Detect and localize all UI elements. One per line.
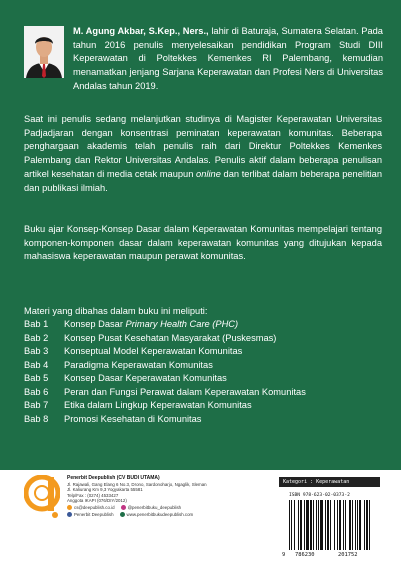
email-icon	[67, 505, 72, 510]
barcode-bar	[300, 500, 302, 550]
barcode-bar	[366, 500, 368, 550]
publisher-address: Jl. Rajawali, Gang Elang 6 No.3, Drono, Sardonoharjo, Ngaglik, Sleman	[67, 481, 207, 487]
chapter-title	[64, 386, 384, 400]
paragraph-text: dan terlibat dalam beberapa penelitian dan publikasi ilmiah.	[24, 168, 383, 193]
chapter-title-text: Konsep Dasar	[64, 319, 126, 329]
barcode-bar	[364, 500, 365, 550]
chapter-item	[24, 372, 384, 386]
publisher-contact-row	[67, 512, 257, 518]
barcode-bar	[337, 500, 338, 550]
chapter-number: Bab 2	[24, 332, 49, 343]
barcode-bar	[291, 500, 292, 550]
paragraph-italic: online	[196, 168, 221, 179]
chapter-title	[64, 372, 384, 386]
chapter-title-text: Etika dalam Lingkup Keperawatan Komunitas	[64, 400, 252, 410]
paragraph-text: Saat ini penulis sedang melanjutkan studinya di Magister Keperawatan Universitas Padjadjaran dengan konsentrasi peminatan keperawatan komunitas. Beberapa penghargaan akademis telah penulis raih dari Direktur Poltekkes Kemenkes Palembang dan Rektor Universitas Andalas. Penulis aktif dalam beberapa penulisan artikel kesehatan di media cetak maupun	[24, 114, 382, 179]
author-name: M. Agung Akbar, S.Kep., Ners.,	[73, 26, 209, 36]
barcode-digit-first: 9	[282, 552, 286, 558]
chapter-title	[64, 318, 384, 332]
publisher-phone: Telp/Fax : (0274) 4533427	[67, 492, 119, 498]
barcode	[289, 500, 371, 552]
barcode-bar	[298, 500, 299, 550]
chapter-title-text: Peran dan Fungsi Perawat dalam Keperawatan Komunitas	[64, 386, 306, 397]
chapter-title	[64, 332, 384, 346]
chapter-title-text: Promosi Kesehatan di Komunitas	[64, 413, 202, 424]
materi-intro: Materi yang dibahas dalam buku ini meliputi:	[24, 306, 208, 316]
barcode-digits-group2: 201752	[338, 552, 358, 558]
chapter-item	[24, 413, 384, 427]
barcode-bar	[359, 500, 361, 550]
barcode-bar	[355, 500, 356, 550]
chapter-title-text: Paradigma Keperawatan Komunitas	[64, 359, 213, 370]
chapter-number: Bab 4	[24, 359, 49, 370]
chapter-number: Bab 3	[24, 346, 49, 356]
barcode-bar	[304, 500, 305, 550]
barcode-bar	[313, 500, 314, 550]
chapter-title	[64, 359, 384, 373]
barcode-bar	[352, 500, 353, 550]
chapter-item	[24, 399, 384, 413]
barcode-bar	[369, 500, 370, 550]
author-activity-paragraph	[24, 113, 382, 195]
barcode-bar	[310, 500, 312, 550]
barcode-bar	[294, 500, 295, 550]
chapter-title-text: Konsep Pusat Kesehatan Masyarakat (Puskesmas)	[64, 332, 277, 343]
barcode-bar	[357, 500, 358, 550]
chapter-item	[24, 386, 384, 400]
publisher-instagram[interactable]: @penerbitbuku_deepublish	[127, 504, 182, 510]
chapter-title-text: Konsep Dasar Keperawatan Komunitas	[64, 373, 227, 383]
chapter-title	[64, 413, 384, 427]
barcode-digits-group1: 786230	[295, 552, 315, 558]
chapter-number: Bab 1	[24, 319, 49, 329]
chapter-title-italic: Primary Health Care (PHC)	[125, 319, 239, 329]
barcode-bar	[320, 500, 323, 550]
publisher-name: Penerbit Deepublish (CV BUDI UTAMA)	[67, 475, 160, 481]
book-description-paragraph: Buku ajar Konsep-Konsep Dasar dalam Keperawatan Komunitas mempelajari tentang komponen-komponen dasar dalam keperawatan komunitas yang ditujukan kepada mahasiswa keperawatan maupun perawat komunitas.	[24, 224, 382, 262]
publisher-contact-row	[67, 505, 257, 511]
instagram-icon	[121, 505, 126, 510]
chapter-number: Bab 6	[24, 386, 49, 397]
chapter-item	[24, 332, 384, 346]
globe-icon	[120, 512, 125, 517]
barcode-bar	[318, 500, 319, 550]
barcode-bar	[330, 500, 331, 550]
publisher-info	[67, 476, 257, 517]
barcode-bar	[343, 500, 344, 550]
category-label: Kategori : Keperawatan	[279, 477, 380, 487]
barcode-bar	[289, 500, 290, 550]
chapter-title	[64, 345, 384, 359]
barcode-bar	[306, 500, 309, 550]
chapter-title	[64, 399, 384, 413]
barcode-bar	[334, 500, 335, 550]
isbn-text: ISBN 978-623-02-0373-2	[289, 493, 350, 498]
publisher-logo-icon	[24, 475, 60, 519]
author-bio	[73, 25, 383, 94]
chapter-item	[24, 359, 384, 373]
facebook-icon	[67, 512, 72, 517]
chapter-number: Bab 5	[24, 373, 49, 383]
barcode-bar	[349, 500, 351, 550]
chapter-item	[24, 318, 384, 332]
barcode-bar	[345, 500, 346, 550]
publisher-ikapi: Anggota IKAPI (076/DIY/2012)	[67, 498, 127, 504]
chapter-list	[24, 318, 384, 426]
barcode-bar	[325, 500, 326, 550]
chapter-title-text: Konseptual Model Keperawatan Komunitas	[64, 346, 243, 356]
publisher-address: Jl. Kaliurang Km 9,3 Yogyakarta 55581	[67, 487, 143, 493]
publisher-website[interactable]: www.penerbitbukudeepublish.com	[126, 511, 194, 517]
author-bio-text: lahir di Baturaja, Sumatera Selatan. Pada tahun 2016 penulis menyelesaikan pendidikan Program Studi DIII Keperawatan di Poltekkes Kemenkes RI Palembang, kemudian menamatkan jenjang Sarjana Keperawatan dan Profesi Ners di Universitas Andalas tahun 2019.	[73, 26, 383, 91]
author-photo	[24, 26, 64, 78]
barcode-bar	[339, 500, 341, 550]
chapter-item	[24, 345, 384, 359]
barcode-bar	[316, 500, 317, 550]
chapter-number: Bab 8	[24, 413, 49, 424]
barcode-bar	[327, 500, 329, 550]
chapter-number: Bab 7	[24, 400, 49, 410]
publisher-facebook[interactable]: Penerbit Deepublish	[74, 511, 114, 517]
publisher-email[interactable]: cs@deepublish.co.id	[74, 504, 115, 510]
